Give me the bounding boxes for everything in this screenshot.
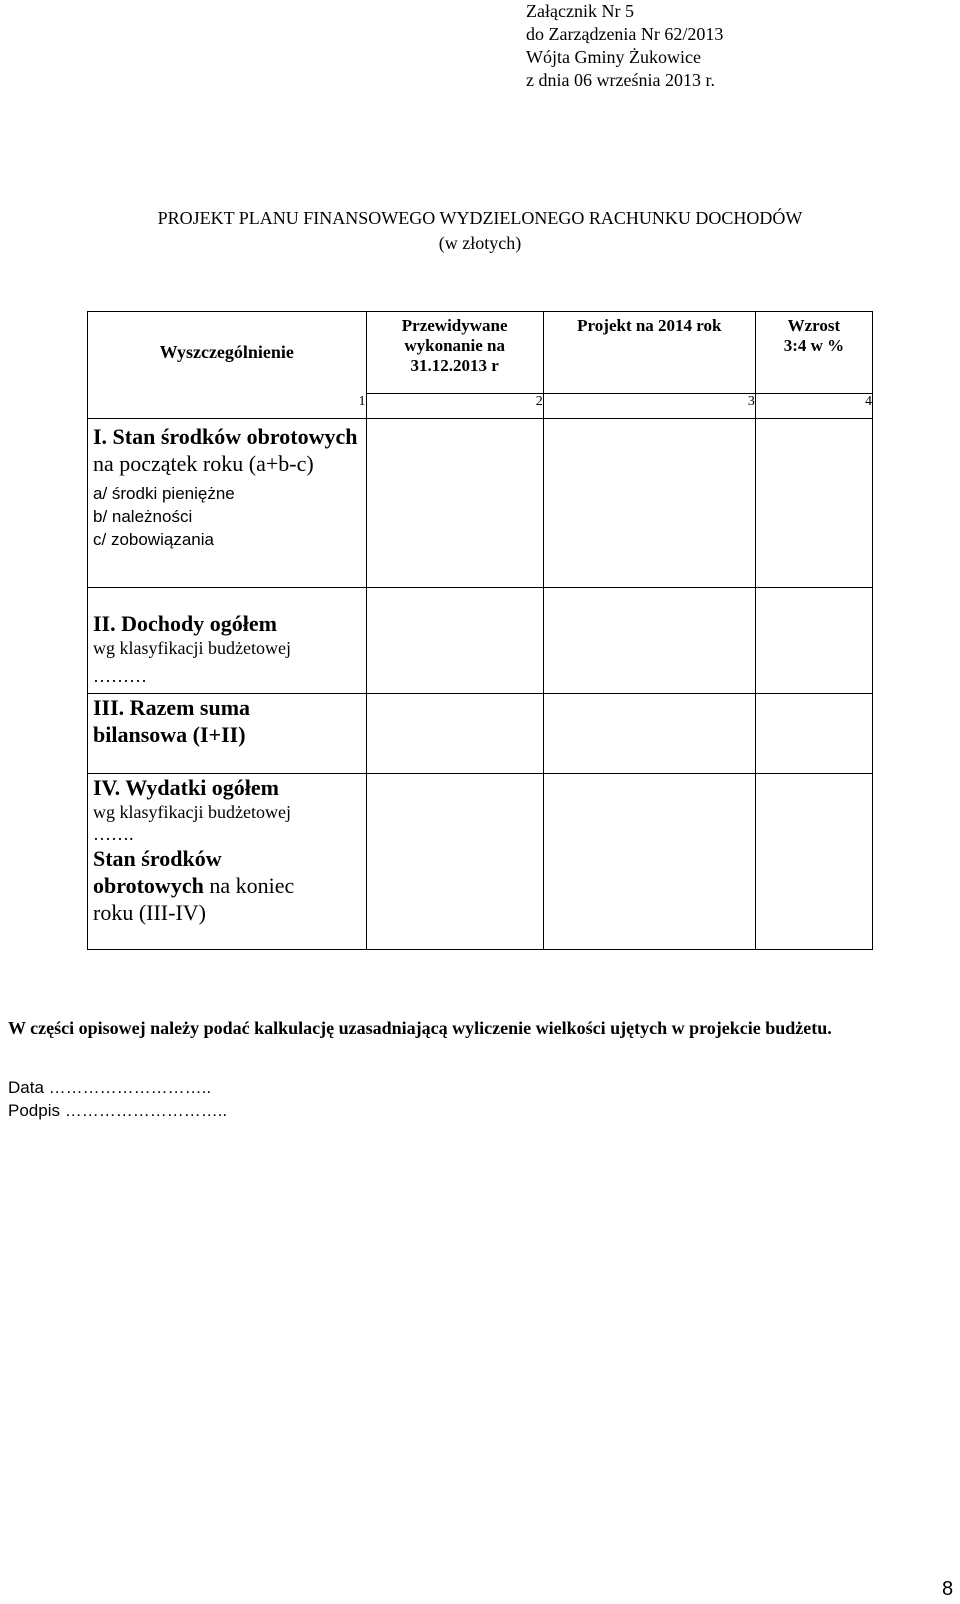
header-col4-line1: Wzrost [787,316,841,335]
header-col2-line3: 31.12.2013 r [410,356,499,375]
header-col2-line1: Przewidywane [401,316,508,335]
cell-empty [366,588,543,694]
table-row [88,694,873,774]
row-4-dots: ……. [93,824,134,844]
annex-line-2: do Zarządzenia Nr 62/2013 [526,24,724,44]
document-title: PROJEKT PLANU FINANSOWEGO WYDZIELONEGO RACHUNKU DOCHODÓW [157,208,803,228]
header-col2-line2: wykonanie na [404,336,505,355]
row-1-item-c: c/ zobowiązania [93,530,214,549]
header-col4-line2: 3:4 w % [783,336,845,355]
document-subtitle: (w złotych) [438,233,522,253]
cell-empty [755,588,872,694]
row-4-sub: wg klasyfikacji budżetowej [93,802,291,822]
row-4-title: IV. Wydatki ogółem [93,775,280,800]
column-number-1: 1 [88,394,367,419]
row-1-item-b: b/ należności [93,507,193,526]
row-2-sub: wg klasyfikacji budżetowej [93,638,291,658]
cell-empty [543,419,755,588]
annex-line-3: Wójta Gminy Żukowice [526,47,701,67]
cell-empty [366,419,543,588]
cell-empty [543,774,755,950]
instruction-note: W części opisowej należy podać kalkulację uzasadniającą wyliczenie wielkości ujętych w projekcie budżetu. [8,1018,832,1038]
cell-empty [366,774,543,950]
page-number: 8 [942,1578,954,1600]
cell-empty [755,774,872,950]
date-line: Data ……………………….. [8,1078,212,1097]
table-row [88,588,873,694]
row-3-title: III. Razem suma bilansowa (I+II) [93,695,251,747]
table-row [88,774,873,950]
header-specification: Wyszczególnienie [88,312,367,394]
row-total-revenue [88,588,367,694]
row-closing-working-capital: Stan środków obrotowych na koniec roku (III-IV) [93,846,295,925]
header-project-2014: Projekt na 2014 rok [543,312,755,394]
financial-plan-table [87,311,873,950]
row-1-item-a: a/ środki pieniężne [93,484,235,503]
column-number-3: 3 [543,394,755,419]
row-balance-total [88,694,367,774]
cell-empty [366,694,543,774]
row-2-title: II. Dochody ogółem [93,611,277,636]
annex-block [526,0,723,92]
row-opening-working-capital [88,419,367,588]
header-growth [755,312,872,394]
cell-empty [755,419,872,588]
column-numbers-row [88,394,873,419]
table-row [88,419,873,588]
column-number-4: 4 [755,394,872,419]
row-1-title: I. Stan środków obrotowych na początek roku (a+b-c) [93,424,358,476]
annex-line-4: z dnia 06 września 2013 r. [526,70,715,90]
cell-empty [543,694,755,774]
row-2-dots: ……… [93,666,147,686]
row-total-expenses [88,774,367,950]
signature-line: Podpis ……………………….. [8,1101,228,1120]
header-expected-execution [366,312,543,394]
cell-empty [543,588,755,694]
cell-empty [755,694,872,774]
annex-line-1: Załącznik Nr 5 [526,1,634,21]
column-number-2: 2 [366,394,543,419]
table-header-row [88,312,873,394]
